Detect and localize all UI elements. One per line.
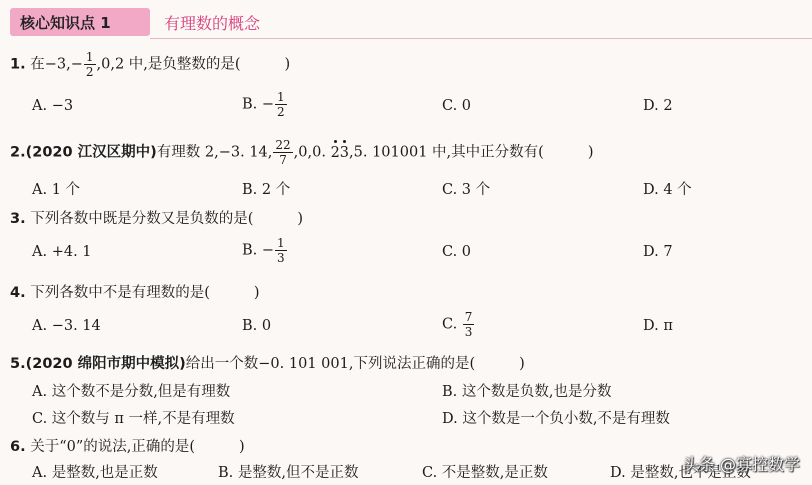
question-number: 2. bbox=[10, 144, 26, 161]
fraction-denominator: 3 bbox=[464, 325, 473, 339]
option-b: B. 0 bbox=[242, 318, 272, 334]
option-a: A. −3 bbox=[32, 98, 74, 114]
question-text: 给出一个数−0. 101 001,下列说法正确的是( bbox=[185, 356, 476, 372]
answer-close: ) bbox=[297, 211, 304, 227]
question-text: 下列各数中不是有理数的是( bbox=[30, 285, 210, 301]
question-text: ,0,2 中,是负整数的是( bbox=[96, 56, 241, 73]
option-c: C. 不是整数,是正数 bbox=[422, 465, 548, 481]
question-text: 关于“0”的说法,正确的是( bbox=[30, 439, 196, 455]
option-b bbox=[242, 90, 288, 119]
answer-close: ) bbox=[284, 56, 291, 73]
watermark: 头条 @寡控数学 bbox=[682, 455, 800, 474]
option-d: D. 这个数是一个负小数,不是有理数 bbox=[442, 411, 670, 427]
fraction bbox=[275, 236, 287, 265]
question-4 bbox=[10, 281, 260, 302]
section-tag bbox=[10, 8, 150, 36]
option-c: C. 3 个 bbox=[442, 182, 491, 198]
fraction-numerator: 1 bbox=[277, 90, 285, 104]
option-c: C. 0 bbox=[442, 98, 472, 114]
fraction bbox=[275, 90, 287, 119]
question-number: 5. bbox=[10, 356, 26, 372]
question-1 bbox=[10, 50, 290, 79]
fraction bbox=[84, 50, 96, 79]
fraction-numerator: 22 bbox=[275, 138, 291, 152]
question-text: ,5. 101001 中,其中正分数有( bbox=[349, 144, 544, 161]
question-number: 1. bbox=[10, 56, 26, 73]
header-divider bbox=[150, 38, 812, 39]
answer-close: ) bbox=[587, 144, 594, 161]
answer-close: ) bbox=[253, 285, 260, 301]
option-b: B. 2 个 bbox=[242, 182, 291, 198]
fraction-denominator: 2 bbox=[277, 105, 285, 119]
option-d: D. 7 bbox=[643, 244, 673, 260]
question-3 bbox=[10, 207, 303, 228]
fraction-denominator: 7 bbox=[279, 153, 287, 167]
option-d: D. 是整数,也不是正数 bbox=[610, 465, 751, 481]
question-text: 在−3,− bbox=[30, 56, 83, 73]
option-d: D. 4 个 bbox=[643, 182, 692, 198]
option-c: C. 0 bbox=[442, 244, 472, 260]
option-a: A. 1 个 bbox=[32, 182, 81, 198]
repeating-digit: 2 bbox=[330, 144, 340, 161]
answer-close: ) bbox=[519, 356, 525, 372]
option-d: D. π bbox=[643, 318, 673, 334]
question-source: (2020 江汉区期中) bbox=[25, 144, 157, 161]
option-d: D. 2 bbox=[643, 98, 673, 114]
question-number: 3. bbox=[10, 211, 26, 227]
question-number: 4. bbox=[10, 285, 26, 301]
fraction bbox=[463, 310, 475, 339]
fraction-numerator: 7 bbox=[464, 310, 473, 324]
question-text: 下列各数中既是分数又是负数的是( bbox=[30, 211, 254, 227]
fraction-numerator: 1 bbox=[277, 236, 285, 250]
fraction-denominator: 2 bbox=[85, 65, 94, 79]
option-a: A. 是整数,也是正数 bbox=[32, 465, 158, 481]
option-b bbox=[242, 236, 288, 265]
option-a: A. +4. 1 bbox=[32, 244, 92, 260]
section-title: 有理数的概念 bbox=[164, 14, 261, 33]
option-text: C. bbox=[442, 316, 462, 333]
option-c bbox=[442, 310, 475, 339]
section-tag-label: 核心知识点 1 bbox=[20, 14, 111, 32]
option-b: B. 这个数是负数,也是分数 bbox=[442, 384, 612, 400]
question-5 bbox=[10, 352, 525, 373]
question-source: (2020 绵阳市期中模拟) bbox=[25, 356, 186, 372]
option-a: A. 这个数不是分数,但是有理数 bbox=[32, 384, 231, 400]
question-text: 有理数 2,−3. 14, bbox=[156, 144, 273, 161]
option-c: C. 这个数与 π 一样,不是有理数 bbox=[32, 411, 235, 427]
question-6 bbox=[10, 435, 245, 456]
option-a: A. −3. 14 bbox=[32, 318, 101, 334]
answer-close: ) bbox=[239, 439, 245, 455]
repeating-digit: 3 bbox=[339, 144, 350, 161]
question-text: ,0,0. bbox=[293, 144, 331, 161]
fraction-denominator: 3 bbox=[277, 251, 285, 265]
option-text: B. − bbox=[242, 242, 275, 259]
question-number: 6. bbox=[10, 439, 26, 455]
question-2 bbox=[10, 138, 593, 167]
option-text: B. − bbox=[242, 96, 275, 113]
option-b: B. 是整数,但不是正数 bbox=[218, 465, 359, 481]
fraction-numerator: 1 bbox=[85, 50, 94, 64]
fraction bbox=[273, 138, 292, 167]
